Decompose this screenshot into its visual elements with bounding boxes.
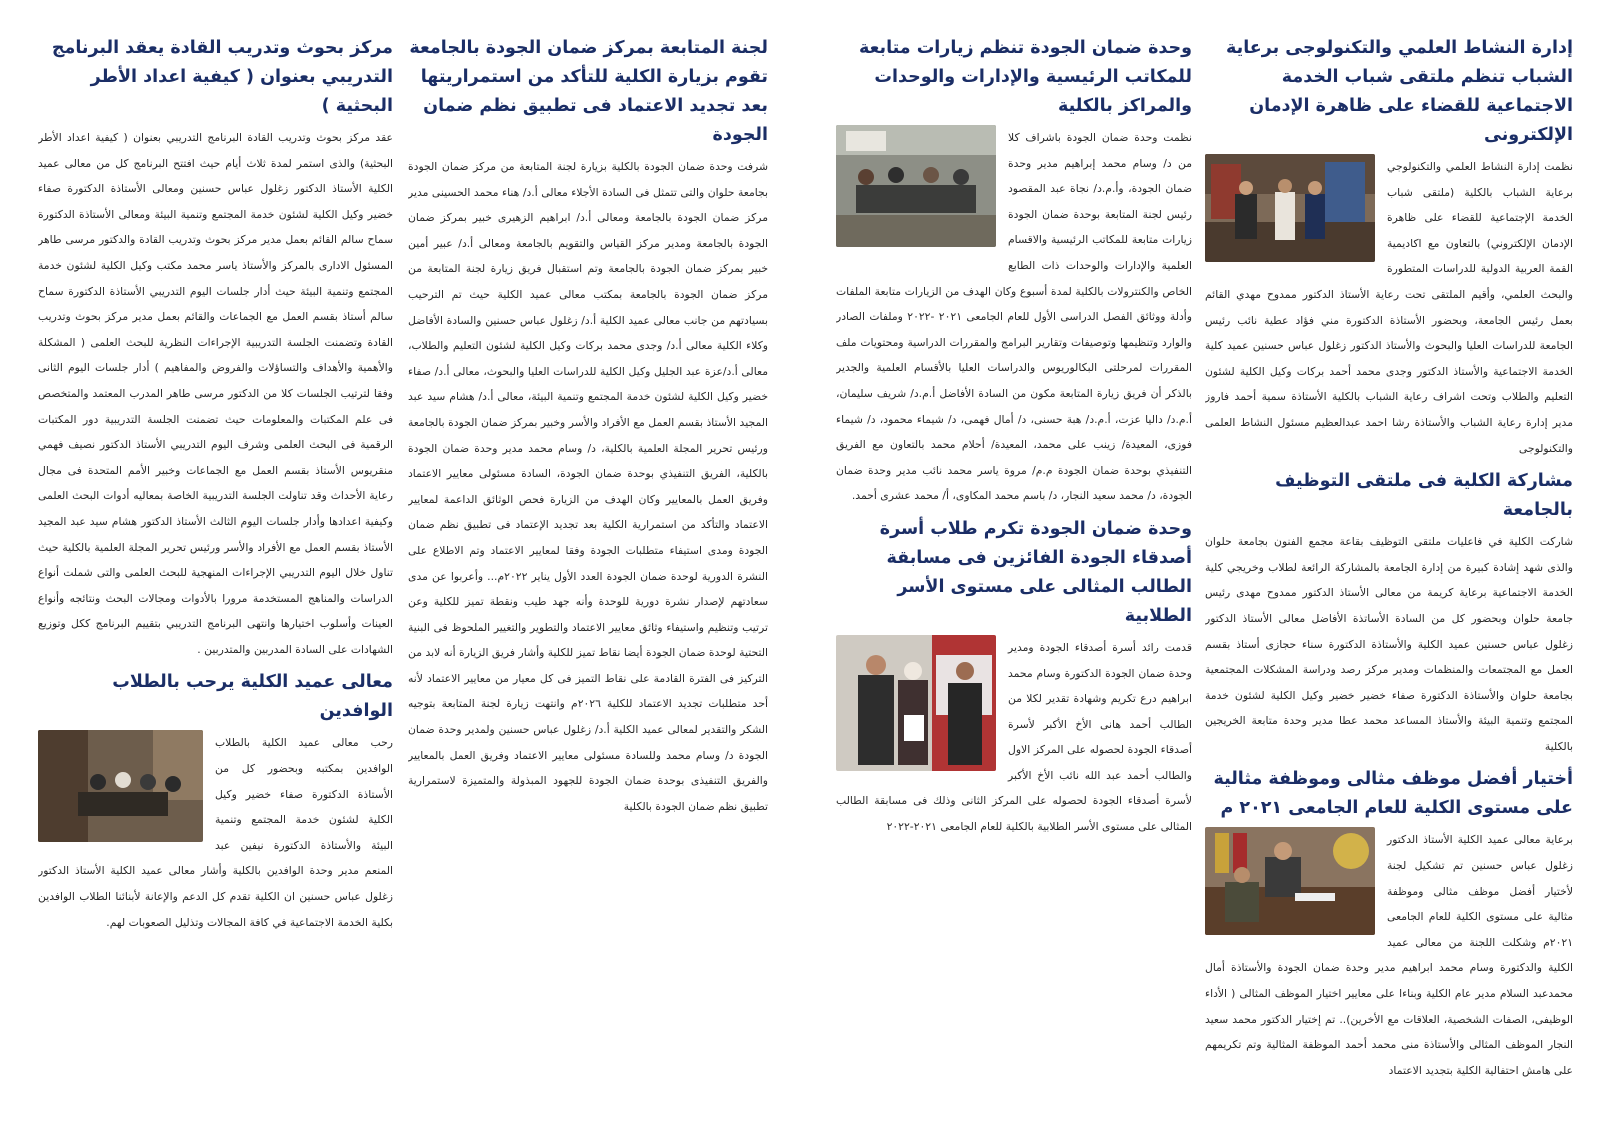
headline-dean-welcomes-expats: معالى عميد الكلية يرحب بالطلاب الوافدين: [112, 672, 393, 722]
article-university-committee-visit: شرفت وحدة ضمان الجودة بالكلية بزيارة لجنة المتابعة من مركز ضمان الجودة بجامعة حلوان والتى تتمثل فى السادة الأجلاء معالى أ.د/ هناء محمد الحسينى مدير مركز ضمان الجودة بالجامعة ومعالى أ.د/ ابراهيم الزهيرى خبير بمركز ضمان الجودة بالجامعة ومدير مركز القياس والتقويم بالجامعة ومعالى أ.د/ عبير أمين خبير بمركز ضمان الجودة بالجامعة وتم استقبال فريق زيارة لجنة المتابعة من مركز ضمان الجودة بالجامعة بمكتب معالى عميد الكلية حيث تم الترحيب بسيادتهم من جانب معالى عميد الكلية أ.د/ زغلول عباس حسنين والسادة الأفاضل وكلاء الكلية معالى أ.د/ وجدى محمد بركات وكيل الكلية لشئون التعليم والطلاب، معالى أ.د/عزة عبد الجليل وكيل الكلية للدراسات العليا والبحوث، معالى أ.د/ صفاء خضير وكيل الكلية لشئون خدمة المجتمع وتنمية البيئة، معالى أ.د/ هشام سيد عبد المجيد الأستاذ بقسم العمل مع الأفراد والأسر وخبير بمركز ضمان الجودة بالجامعة ورئيس تحرير المجلة العلمية بالكلية، د/ وسام محمد مدير وحدة ضمان الجودة بالكلية، الفريق التنفيذي بوحدة ضمان الجودة، السادة مسئولى معايير الاعتماد وفريق العمل بالمعايير وكان الهدف من الزيارة فحص الوثائق الداعمة لمعايير الاعتماد والتأكد من استمرارية الكلية بعد تجديد الإعتماد فى تطبيق نظم ضمان الجودة ومدى استيفاء متطلبات الجودة وفقا لمعايير الاعتماد وتم الاطلاع على النشرة الدورية لوحدة ضمان الجودة العدد الأول يناير ٢٠٢٢م... وأعربوا عن مدى سعادتهم لإصدار نشرة دورية للوحدة وأنه جهد طيب ونقطة تميز للكلية وعن ترتيب وتنظيم واستيفاء وثائق معايير الاعتماد والتطوير والتغيير الملحوظ فى البنية التحتية لوحدة ضمان الجودة أيضا نقاط تميز للكلية وأشار فريق الزيارة أنه لابد من التركيز فى الفترة القادمة على نقاط التميز فى كل معيار من معايير الاعتماد لأنه أحد متطلبات تجديد الاعتماد للكلية ٢٠٢٦م وانتهت زيارة لجنة المتابعة بتوجيه الشكر والتقدير لمعالى عميد الكلية أ.د/ زغلول عباس حسنين ولمدير وحدة ضمان الجودة د/ وسام محمد وللسادة مسئولى معايير الاعتماد وفريق العمل بالمعايير والفريق التنفيذى بوحدة ضمان الجودة للجهود المبذولة والمتميزة لاستمرارية تطبيق نظم ضمان الجودة بالكلية: [408, 160, 768, 813]
column-3: [408, 34, 768, 825]
headline-university-committee-visit: لجنة المتابعة بمركز ضمان الجودة بالجامعة تقوم بزيارة الكلية للتأكد من استمراريتها بعد تجديد الاعتماد فى تطبيق نظم ضمان الجودة: [409, 38, 768, 145]
article-quality-friends-award: قدمت رائد أسرة أصدقاء الجودة ومدير وحدة ضمان الجودة الدكتورة وسام محمد ابراهيم درع تكريم وشهادة تقدير لكلا من الطالب أحمد هانى الأخ الأكبر لأسرة أصدقاء الجودة لحصوله على المركز الاول والطالب أحمد عبد الله نائب الأخ الأكبر لأسرة أصدقاء الجودة لحصوله على المركز الثانى وذلك فى مسابقة الطالب المثالى على مستوى الأسر الطلابية بالكلية للعام الجامعى ٢٠٢١-٢٠٢٢: [836, 640, 1192, 834]
column-2: [836, 34, 1192, 846]
conference-stage-photo: [1205, 154, 1375, 262]
article-quality-follow-up-visits: نظمت وحدة ضمان الجودة باشراف كلا من د/ وسام محمد إبراهيم مدير وحدة ضمان الجودة، وأ.م.د/ نجاة عبد المقصود رئيس لجنة المتابعة بوحدة ضمان الجودة زيارات متابعة للمكاتب الرئيسية والاقسام العلمية والإدارات والوحدات ذات الطابع الخاص والكنترولات بالكلية لمدة أسبوع وكان الهدف من الزيارات متابعة الملفات وأدلة ووثائق الفصل الدراسى الأول للعام الجامعى ٢٠٢١ -٢٠٢٢ وملفات الصادر والوارد وتنظيمها وتوصيفات وتقارير البرامج والمقررات الدراسية ومحتويات ملف المقررات لمرحلتى البكالوريوس والدراسات العليا بالأقسام العلمية والجدير بالذكر أن فريق زيارة المتابعة مكون من السادة الأفاضل أ.م.د/ شريف سليمان، أ.م.د/ داليا عزت، أ.م.د/ هبة حسنى، د/ أمال فهمى، د/ شيماء محمود، د/ شيماء فوزى، المعيدة/ زينب على محمد، المعيدة/ أحلام محمد بالتعاون مع الفريق التنفيذي بوحدة ضمان الجودة م.م/ مروة ياسر محمد نائب مدير وحدة ضمان الجودة، د/ محمد سعيد النجار، د/ باسم محمد المكاوى، أ/ محمد عشرى أحمد.: [836, 131, 1192, 503]
article-leadership-training: عقد مركز بحوث وتدريب القادة البرنامج التدريبي بعنوان ( كيفية اعداد الأطر البحثية) والذى استمر لمدة ثلاث أيام حيث افتتح البرنامج كل من معالى عميد الكلية الأستاذ الدكتور زغلول عباس حسنين ومعالى الأستاذة الدكتورة صفاء خضير وكيل الكلية لشئون خدمة المجتمع وتنمية البيئة ومعالى الأستاذة الدكتورة سماح سالم القائم بعمل مدير مركز بحوث وتدريب القادة والدكتور مرسى طاهر المسئول الادارى بالمركز والأستاذ ياسر محمد مكتب وكيل الكلية لشئون خدمة المجتمع وتنمية البيئة حيث أدار جلسات اليوم التدريبي الأستاذة الدكتورة سماح سالم أستاذ بقسم العمل مع الجماعات والقائم بعمل مدير مركز بحوث وتدريب القادة وتضمنت الجلسة التدريبية الإجراءات النظرية للبحث العلمى ( المشكلة والأهمية والأهداف والتساؤلات والفروض والمفاهيم ) أدار جلسات اليوم الثانى وفقا لترتيب الجلسات كلا من الدكتور مرسى طاهر المدرب المعتمد والمتخصص فى علم المكتبات والمعلومات حيث تضمنت الجلسة التدريبية دور المكتبات الرقمية فى البحث العلمى وشرف اليوم التدريبي الأستاذ الدكتور نصيف فهمي منقريوس الأستاذ بقسم العمل مع الجماعات وخبير الأمم المتحدة فى مجال رعاية الأحداث وقد تناولت الجلسة التدريبية الخاصة بمعاليه أدوات البحث العلمى وكيفية اعدادها وأدار جلسات اليوم الثالث الأستاذ الدكتور هشام سيد عبد المجيد الأستاذ بقسم العمل مع الأفراد والأسر ورئيس تحرير المجلة العلمية بالكلية حيث تناول خلال اليوم التدريبي الإجراءات المنهجية للبحث العلمى والتى شملت أنواع الدراسات والمناهج المستخدمة مرورا بالأدوات ومجالات البحث ونتائجه وأنواع العينات وأسلوب اختيارها وانتهى البرنامج التدريبي بتقييم البرنامج ككل وتوزيع الشهادات على السادة المدربين والمتدربين .: [38, 131, 393, 656]
headline-quality-friends-award: وحدة ضمان الجودة تكرم طلاب أسرة أصدقاء الجودة الفائزين فى مسابقة الطالب المثالى على مستوى الأسر الطلابية: [879, 518, 1192, 626]
headline-leadership-training: مركز بحوث وتدريب القادة يعقد البرنامج التدريبي بعنوان ( كيفية اعداد الأطر البحثية ): [51, 38, 393, 116]
column-4: [38, 34, 393, 941]
employee-award-photo: [1205, 827, 1375, 935]
headline-e-addiction-forum: إدارة النشاط العلمي والتكنولوجى برعاية الشباب تنظم ملتقى شباب الخدمة الاجتماعية للقضاء على ظاهرة الإدمان الإلكترونى: [1226, 38, 1573, 145]
article-employment-forum: شاركت الكلية في فاعليات ملتقى التوظيف بقاعة مجمع الفنون بجامعة حلوان والذى شهد إشادة كبيرة من إدارة الجامعة بالمشاركة الرائعة لطلاب وخريجي كلية الخدمة الاجتماعية برعاية كريمة من معالى الأستاذ الدكتور ممدوح مهدى رئيس جامعة حلوان وبحضور كل من السادة الأساتذة الأفاضل معالى الأستاذ الدكتور زغلول عباس حسنين عميد الكلية والأستاذة الدكتورة سناء حجازى أستاذ بقسم العمل مع المجتمعات والمنظمات ومدير مركز رصد ودراسة المشكلات المجتمعية بجامعة حلوان والأستاذة الدكتورة صفاء خضير خضير وكيل الكلية لشئون خدمة المجتمع وتنمية البيئة والأستاذ المساعد محمد عطا مدير وحدة متابعة الخريجين بالكلية: [1205, 535, 1573, 753]
headline-quality-follow-up-visits: وحدة ضمان الجودة تنظم زيارات متابعة للمكاتب الرئيسية والإدارات والوحدات والمراكز بالكلية: [859, 38, 1192, 116]
headline-ideal-employee: أختيار أفضل موظف مثالى وموظفة مثالية على مستوى الكلية للعام الجامعى ٢٠٢١ م: [1213, 769, 1573, 819]
students-award-photo: [836, 635, 996, 771]
meeting-room-photo: [836, 125, 996, 247]
article-e-addiction-forum: نظمت إدارة النشاط العلمي والتكنولوجي برعاية الشباب بالكلية (ملتقى شباب الخدمة الإجتماعية للقضاء على ظاهرة الإدمان الإلكتروني) بالتعاون مع اكاديمية القمة العربية الدولية للدراسات المتطورة والبحث العلمي، وأقيم الملتقى تحت رعاية الأستاذ الدكتور ممدوح مهدي القائم بعمل رئيس الجامعة، وبحضور الأستاذة الدكتورة مني فؤاد عطية نائب رئيس الجامعة للدراسات العليا والبحوث والأستاذ الدكتور زغلول عباس حسنين عميد كلية الخدمة الاجتماعية والأستاذ الدكتور وجدى محمد أحمد بركات وكيل الكلية لشئون التعليم والطلاب وتحت اشراف رعاية الشباب بالكلية الأستاذة سمية أحمد فاروز مدير إدارة رعاية الشباب والأستاذة رشا احمد عبدالعظيم مسئول النشاط العلمى والتكنولوجى: [1205, 160, 1573, 455]
headline-employment-forum: مشاركة الكلية فى ملتقى التوظيف بالجامعة: [1275, 471, 1573, 521]
article-dean-welcomes-expats: رحب معالى عميد الكلية بالطلاب الوافدين بمكتبه وبحضور كل من الأستاذة الدكتورة صفاء خضير وكيل الكلية لشئون خدمة المجتمع وتنمية البيئة والأستاذة الدكتورة نيفين عبد المنعم مدير وحدة الوافدين بالكلية وأشار معالى عميد الكلية الأستاذ الدكتور زغلول عباس حسنين ان الكلية تقدم كل الدعم والإعانة لأبنائنا الطلاب الوافدين بكلية الخدمة الاجتماعية في كافة المجالات وتذليل الصعوبات لهم.: [38, 736, 393, 929]
article-ideal-employee: برعاية معالى عميد الكلية الأستاذ الدكتور زغلول عباس حسنين تم تشكيل لجنة لأختيار أفضل موظف مثالى وموظفة مثالية على مستوى الكلية للعام الجامعى ٢٠٢١م وشكلت اللجنة من معالى عميد الكلية والدكتورة وسام محمد ابراهيم مدير وحدة ضمان الجودة والأستاذة أمال محمدعبد السلام مدير عام الكلية وبناءا على معايير اختيار الموظف المثالى ( الأداء الوظيفى، الصفات الشخصية، العلاقات مع الأخرين).. تم إختيار الدكتور محمد سعيد النجار الموظف المثالى والأستاذة منى محمد أحمد الموظفة المثالية وتم تكريمهم على هامش احتفالية الكلية بتجديد الاعتماد: [1205, 833, 1573, 1077]
column-1: [1205, 34, 1573, 1089]
deans-office-students-photo: [38, 730, 203, 842]
